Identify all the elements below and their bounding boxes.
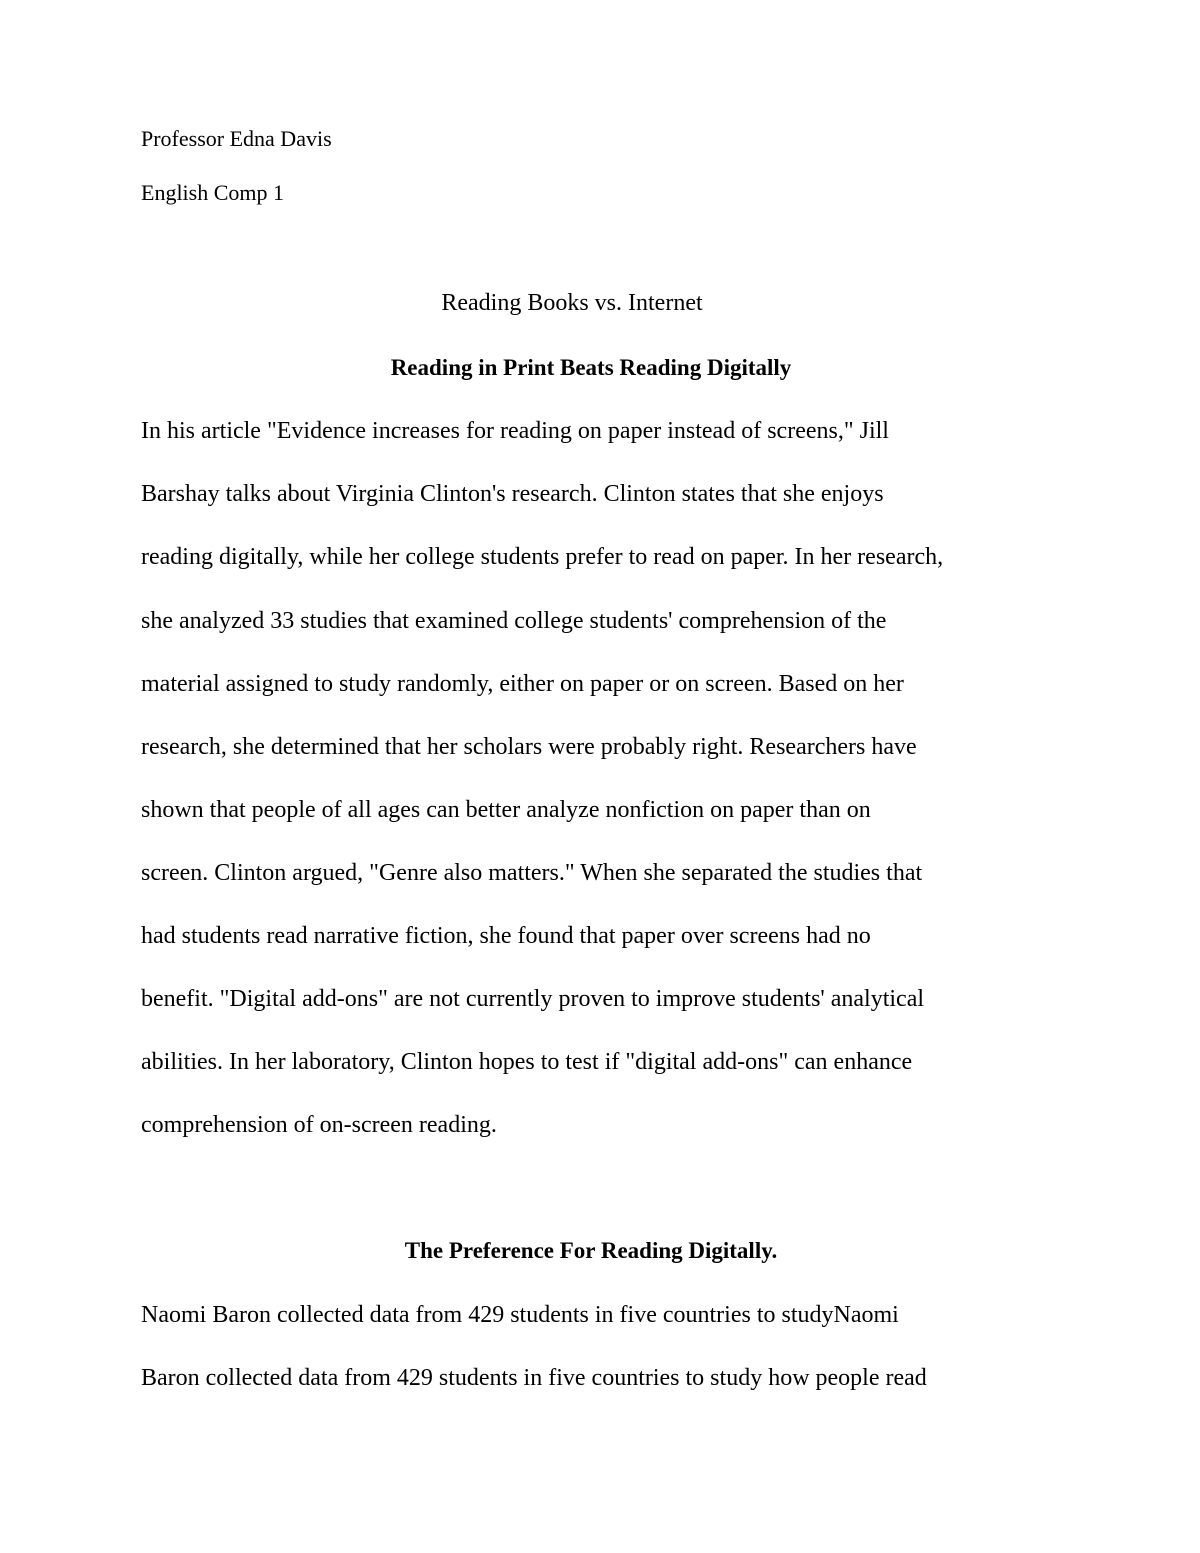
paragraph-line: abilities. In her laboratory, Clinton hopes to test if "digital add-ons" can enhance: [141, 1049, 913, 1075]
paragraph-line: had students read narrative fiction, she found that paper over screens had no: [141, 923, 871, 949]
professor-name: Professor Edna Davis: [141, 126, 332, 151]
section-heading: The Preference For Reading Digitally.: [404, 1238, 778, 1263]
paragraph-line: material assigned to study randomly, either on paper or on screen. Based on her: [141, 671, 904, 697]
paragraph-line: Baron collected data from 429 students in five countries to study how people read: [141, 1365, 927, 1391]
paragraph-line: research, she determined that her scholars were probably right. Researchers have: [141, 734, 917, 760]
course-name: English Comp 1: [141, 180, 285, 205]
paragraph-line: benefit. "Digital add-ons" are not currently proven to improve students' analytical: [141, 986, 925, 1012]
document-title: Reading Books vs. Internet: [441, 290, 703, 316]
paragraph-line: Barshay talks about Virginia Clinton's research. Clinton states that she enjoys: [141, 481, 884, 507]
paragraph-line: screen. Clinton argued, "Genre also matters." When she separated the studies that: [141, 860, 923, 886]
paragraph-line: comprehension of on-screen reading.: [141, 1112, 497, 1138]
paragraph-line: In his article "Evidence increases for reading on paper instead of screens," Jill: [141, 418, 889, 444]
paragraph-line: reading digitally, while her college students prefer to read on paper. In her research,: [141, 544, 944, 570]
paragraph-line: shown that people of all ages can better analyze nonfiction on paper than on: [141, 797, 871, 823]
section-heading: Reading in Print Beats Reading Digitally: [390, 355, 792, 380]
paragraph-line: Naomi Baron collected data from 429 students in five countries to studyNaomi: [141, 1302, 899, 1328]
paragraph-line: she analyzed 33 studies that examined college students' comprehension of the: [141, 608, 887, 634]
